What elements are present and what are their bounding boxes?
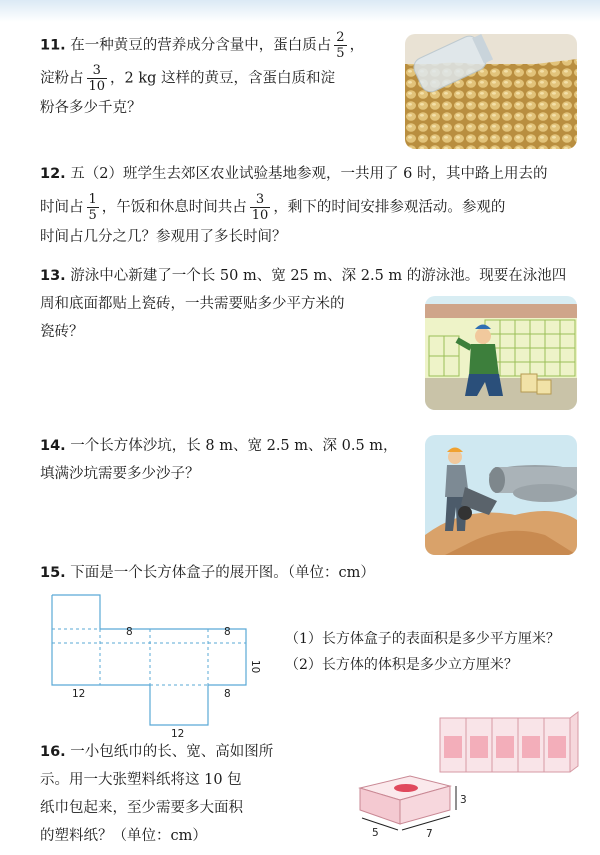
problem-text: 一小包纸巾的长、宽、高如图所	[70, 744, 274, 760]
problem-text: 时间占几分之几？参观用了多长时间？	[40, 229, 287, 245]
dim-label: 12	[171, 728, 185, 740]
tiling-worker-image	[425, 296, 577, 410]
single-tissue-pack	[360, 776, 450, 824]
dim-label-width: 5	[372, 827, 379, 839]
problem-text: 一个长方体沙坑，长 8 m、宽 2.5 m、深 0.5 m，	[70, 438, 398, 454]
problem-14	[40, 432, 430, 488]
problem-number: 16.	[40, 744, 66, 760]
problem-text: 周和底面都贴上瓷砖，一共需要贴多少平方米的	[40, 296, 345, 312]
fraction: $\frac{3}{10}$	[251, 192, 269, 223]
problem-text: 五（2）班学生去郊区农业试验基地参观，一共用了 6 时，其中路上用去的	[70, 166, 548, 182]
dim-label-length: 7	[426, 828, 433, 840]
soybeans-image	[405, 34, 577, 149]
problem-text: 的塑料纸？（单位：cm）	[40, 828, 207, 844]
sandpit-worker-image	[425, 435, 577, 555]
fraction: $\frac{2}{5}$	[336, 30, 345, 61]
dim-label: 10	[249, 660, 261, 674]
problem-text: ，剩下的时间安排参观活动。参观的	[273, 199, 506, 216]
problem-text: 瓷砖？	[40, 324, 84, 340]
box-net-diagram	[0, 585, 300, 745]
sub-question-2: （2）长方体的体积是多少立方厘米？	[285, 657, 518, 673]
problem-text: 纸巾包起来，至少需要多大面积	[40, 800, 243, 816]
problem-number: 14.	[40, 438, 66, 454]
dim-label: 8	[224, 626, 231, 638]
problem-number: 11.	[40, 37, 66, 54]
tissue-stack	[440, 712, 578, 772]
problem-number: 12.	[40, 166, 66, 182]
problem-text: 示。用一大张塑料纸将这 10 包	[40, 772, 242, 788]
problem-text: 游泳中心新建了一个长 50 m、宽 25 m、深 2.5 m 的游泳池。现要在泳池四	[70, 268, 567, 284]
problem-number: 15.	[40, 565, 66, 581]
problem-text: 粉各多少千克？	[40, 100, 142, 116]
problem-15	[40, 559, 460, 587]
problem-text: 在一种黄豆的营养成分含量中，蛋白质占	[70, 37, 332, 54]
problem-text: 填满沙坑需要多少沙子？	[40, 466, 200, 482]
tissue-packs-image	[340, 706, 590, 846]
dim-label: 8	[126, 626, 133, 638]
dim-label: 8	[224, 688, 231, 700]
problem-text: 淀粉占	[40, 70, 84, 87]
problem-text: 下面是一个长方体盒子的展开图。（单位：cm）	[70, 565, 375, 581]
problem-text: 时间占	[40, 199, 84, 216]
problem-11: 11. 在一种黄豆的营养成分含量中，蛋白质占 $\frac{2}{5}$ ， 淀粉占 $\frac{3}{10}$ ，2 kg 这样的黄豆，含蛋白质和淀 粉各多少千克？	[40, 30, 365, 116]
fraction: $\frac{3}{10}$	[88, 63, 106, 94]
problem-number: 13.	[40, 268, 66, 284]
page-header-band	[0, 0, 600, 22]
problem-text: ，午饭和休息时间共占	[101, 199, 247, 216]
dim-label-height: 3	[460, 794, 467, 806]
fraction: $\frac{1}{5}$	[88, 192, 97, 223]
problem-text: ，2 kg 这样的黄豆，含蛋白质和淀	[110, 70, 336, 87]
problem-16	[40, 738, 340, 850]
dim-label: 12	[72, 688, 86, 700]
problem-12	[40, 160, 592, 251]
sub-question-1: （1）长方体盒子的表面积是多少平方厘米？	[285, 631, 560, 647]
